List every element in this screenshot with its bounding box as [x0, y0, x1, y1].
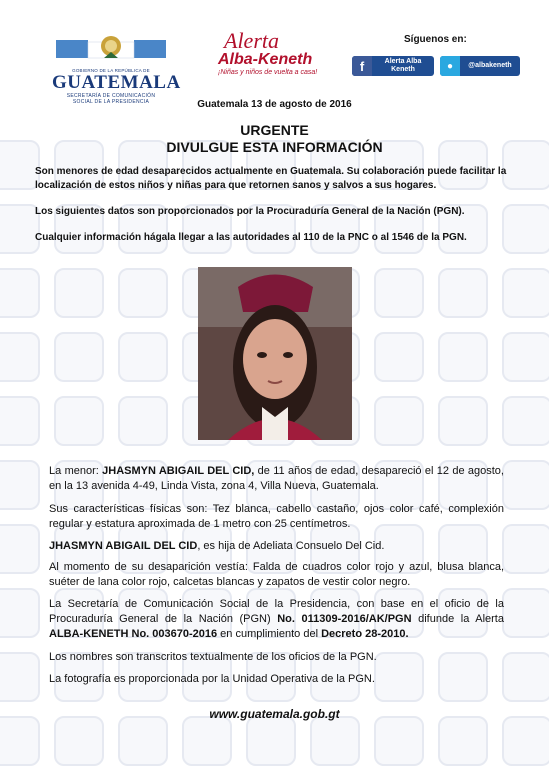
alerta-tagline: ¡Niñas y niños de vuelta a casa! — [218, 69, 318, 76]
intro-paragraph-1: Son menores de edad desaparecidos actualmente en Guatemala. Su colaboración puede facilitar la localización de estos niños y niñas para que retornen sanos y salvos a sus hogares. — [35, 166, 507, 191]
body-paragraph-2: Sus características físicas son: Tez blanca, cabello castaño, ojos color café, complexión regular y estatura aproximada de 1 metro con 25 centímetros. — [49, 503, 504, 530]
gov-sub-1: SECRETARÍA DE COMUNICACIÓN — [66, 93, 156, 99]
body-p5-e: en cumplimiento del — [217, 628, 322, 640]
facebook-link[interactable] — [352, 56, 434, 76]
body-p5-a: La Secretaría de Comunicación Social de la Presidencia, con base en el oficio de la Procuraduría General de la Nación (PGN) — [49, 598, 504, 625]
facebook-label-line2: Keneth — [391, 66, 415, 73]
body-paragraph-4: Al momento de su desaparición vestía: Falda de cuadros color rojo y azul, blusa blanca, suéter de lana color rojo, calcetas blancas y zapatos de vestir color negro. — [49, 561, 504, 588]
facebook-icon: f — [352, 56, 372, 76]
headline — [0, 122, 549, 156]
body-paragraph-3 — [49, 539, 504, 554]
body-paragraph-1 — [49, 464, 504, 494]
body-paragraph-6: Los nombres son transcritos textualmente de los oficios de la PGN. — [49, 651, 377, 663]
facebook-label-line1: Alerta Alba — [384, 58, 422, 65]
headline-urgent: URGENTE — [240, 122, 309, 138]
twitter-icon: ● — [440, 56, 460, 76]
twitter-label: @albakeneth — [468, 62, 512, 69]
headline-divulgue: DIVULGUE ESTA INFORMACIÓN — [166, 139, 383, 155]
child-name: JHASMYN ABIGAIL DEL CID, — [102, 465, 255, 477]
facebook-label — [372, 58, 434, 74]
twitter-link[interactable] — [440, 56, 520, 76]
coat-of-arms-icon — [52, 30, 170, 66]
guatemala-government-logo — [52, 30, 181, 106]
child-name-repeat: JHASMYN ABIGAIL DEL CID — [49, 540, 198, 552]
alert-number: ALBA-KENETH No. 003670-2016 — [49, 628, 218, 640]
alerta-name: Alba-Keneth — [218, 51, 313, 68]
body-p1-rest: de 11 años de edad, desapareció el 12 de agosto, en la 13 avenida 4-49, Linda Vista, zona 4, Villa Nueva, Guatemala. — [49, 465, 504, 492]
alerta-title: Alerta — [224, 28, 279, 53]
gov-small-text: GOBIERNO DE LA REPÚBLICA DE — [72, 68, 150, 73]
decree-number: Decreto 28-2010. — [321, 628, 409, 640]
body-p1-lead: La menor: — [49, 465, 103, 477]
pgn-oficio-number: No. 011309-2016/AK/PGN — [277, 613, 412, 625]
photo-illustration — [198, 267, 352, 440]
gov-sub-2: SOCIAL DE LA PRESIDENCIA — [72, 99, 150, 105]
body-p3-rest: , es hija de Adeliata Consuelo Del Cid. — [197, 540, 385, 552]
intro-paragraph-3: Cualquier información hágala llegar a las autoridades al 110 de la PNC o al 1546 de la PGN. — [35, 232, 467, 243]
missing-child-photo — [198, 267, 352, 440]
date-line: Guatemala 13 de agosto de 2016 — [197, 99, 352, 110]
gov-name: GUATEMALA — [52, 72, 181, 93]
follow-label: Síguenos en: — [404, 34, 467, 45]
website-link[interactable]: www.guatemala.gob.gt — [209, 707, 340, 721]
alerta-alba-keneth-logo — [218, 30, 328, 85]
body-paragraph-7: La fotografía es proporcionada por la Unidad Operativa de la PGN. — [49, 673, 375, 685]
body-paragraph-5 — [49, 597, 504, 642]
body-p5-c: difunde la Alerta — [411, 613, 504, 625]
intro-paragraph-2: Los siguientes datos son proporcionados por la Procuraduría General de la Nación (PGN). — [35, 206, 465, 217]
